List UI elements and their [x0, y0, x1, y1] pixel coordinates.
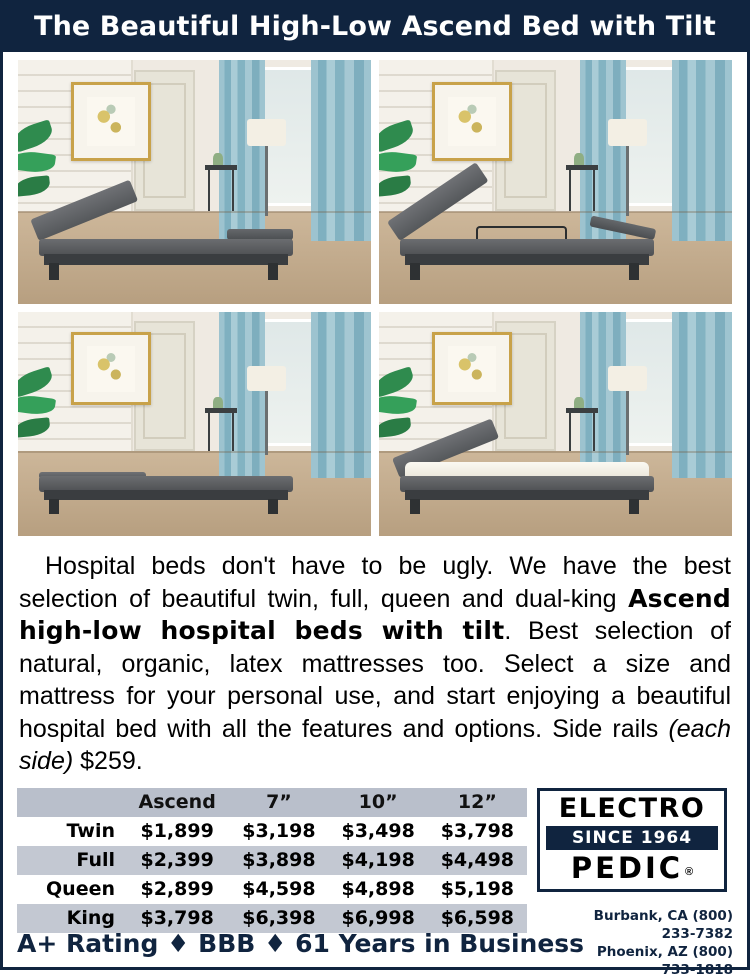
- rating-line: A+ Rating ♦ BBB ♦ 61 Years in Business: [17, 928, 585, 958]
- cell-king-ascend: $3,798: [125, 904, 229, 933]
- copy-line-5: Select a size and mattress for your personal use, and: [19, 649, 731, 710]
- cell-full-12in: $4,498: [428, 846, 527, 875]
- product-photo-4: [379, 312, 732, 536]
- curtain-right: [311, 312, 371, 478]
- floor-lamp-icon: [247, 366, 286, 456]
- product-photo-grid: [3, 52, 747, 536]
- table-row: [17, 817, 527, 846]
- copy-line-4: selection of natural, organic, latex mattresses too.: [19, 617, 731, 678]
- room-scene: [379, 312, 732, 536]
- cell-king-12in: $6,598: [428, 904, 527, 933]
- floor-lamp-icon: [608, 366, 647, 456]
- framed-art-icon: [432, 82, 512, 161]
- price-table-body: [17, 817, 527, 933]
- cell-twin-7in: $3,198: [229, 817, 328, 846]
- framed-art-icon: [432, 332, 512, 405]
- curtain-right: [672, 60, 732, 241]
- cell-king-7in: $6,398: [229, 904, 328, 933]
- company-logo: [537, 788, 727, 893]
- floor-lamp-icon: [247, 119, 286, 217]
- table-row: [17, 875, 527, 904]
- cell-full-7in: $3,898: [229, 846, 328, 875]
- copy-after-bold: . Best: [504, 617, 579, 645]
- cell-twin-10in: $3,498: [329, 817, 428, 846]
- row-label-twin: Twin: [17, 817, 125, 846]
- copy-italic-each-side: (each side): [19, 714, 731, 775]
- nightstand: [205, 165, 237, 211]
- price-table-head: [17, 788, 527, 817]
- contact-phoenix: Phoenix, AZ (800) 733-1818: [596, 944, 733, 979]
- cell-queen-7in: $4,598: [229, 875, 328, 904]
- product-photo-2: [379, 60, 732, 304]
- adjustable-bed: [39, 211, 293, 279]
- contact-block: [584, 907, 733, 979]
- row-label-queen: Queen: [17, 875, 125, 904]
- copy-line-7b: $259.: [73, 747, 143, 775]
- plant-icon: [379, 123, 428, 206]
- adjustable-bed: [39, 451, 293, 514]
- plant-icon: [18, 370, 67, 446]
- product-photo-3: [18, 312, 371, 536]
- nightstand: [566, 408, 598, 451]
- logo-since-badge: SINCE 1964: [546, 826, 718, 850]
- cell-queen-ascend: $2,899: [125, 875, 229, 904]
- copy-bold-phrase: Ascend high-low hospital beds with tilt: [19, 583, 731, 645]
- body-copy: [3, 536, 747, 778]
- room-scene: [18, 312, 371, 536]
- copy-line-7a: features and options. Side rails: [302, 714, 669, 743]
- room-scene: [379, 60, 732, 304]
- plant-icon: [379, 370, 428, 446]
- col-header-12in: 12”: [428, 788, 527, 817]
- curtain-right: [672, 312, 732, 478]
- cell-twin-ascend: $1,899: [125, 817, 229, 846]
- product-photo-1: [18, 60, 371, 304]
- copy-line-6: start enjoying a beautiful hospital bed with all the: [19, 682, 731, 743]
- logo-electro-text: ELECTRO: [558, 792, 706, 824]
- page-header: [3, 3, 747, 52]
- framed-art-icon: [71, 82, 151, 161]
- nightstand: [566, 165, 598, 211]
- framed-art-icon: [71, 332, 151, 405]
- table-row: [17, 846, 527, 875]
- col-header-10in: 10”: [329, 788, 428, 817]
- copy-line-1: Hospital beds don't have to be ugly. We have the: [45, 552, 668, 580]
- contact-burbank: Burbank, CA (800) 233-7382: [593, 907, 733, 942]
- plant-icon: [18, 123, 67, 206]
- price-table: [17, 788, 527, 933]
- row-label-king: King: [17, 904, 125, 933]
- cell-queen-10in: $4,898: [329, 875, 428, 904]
- cell-twin-12in: $3,798: [428, 817, 527, 846]
- logo-pedic-row: [540, 850, 724, 885]
- cell-full-ascend: $2,399: [125, 846, 229, 875]
- registered-mark: ®: [685, 866, 694, 879]
- copy-line-2: best selection of beautiful twin, full, queen and dual-king: [19, 552, 731, 613]
- cell-king-10in: $6,998: [329, 904, 428, 933]
- adjustable-bed: [400, 211, 654, 279]
- floor-lamp-icon: [608, 119, 647, 217]
- row-label-full: Full: [17, 846, 125, 875]
- curtain-right: [311, 60, 371, 241]
- cell-full-10in: $4,198: [329, 846, 428, 875]
- adjustable-bed-with-mattress: [400, 451, 654, 514]
- cell-queen-12in: $5,198: [428, 875, 527, 904]
- table-header-row: [17, 788, 527, 817]
- page-title: The Beautiful High-Low Ascend Bed with Tilt: [34, 10, 716, 42]
- side-rail: [476, 226, 566, 240]
- col-header-7in: 7”: [229, 788, 328, 817]
- col-header-0: [17, 788, 125, 817]
- room-scene: [18, 60, 371, 304]
- col-header-ascend: Ascend: [125, 788, 229, 817]
- logo-pedic-text: PEDIC: [570, 850, 684, 885]
- nightstand: [205, 408, 237, 451]
